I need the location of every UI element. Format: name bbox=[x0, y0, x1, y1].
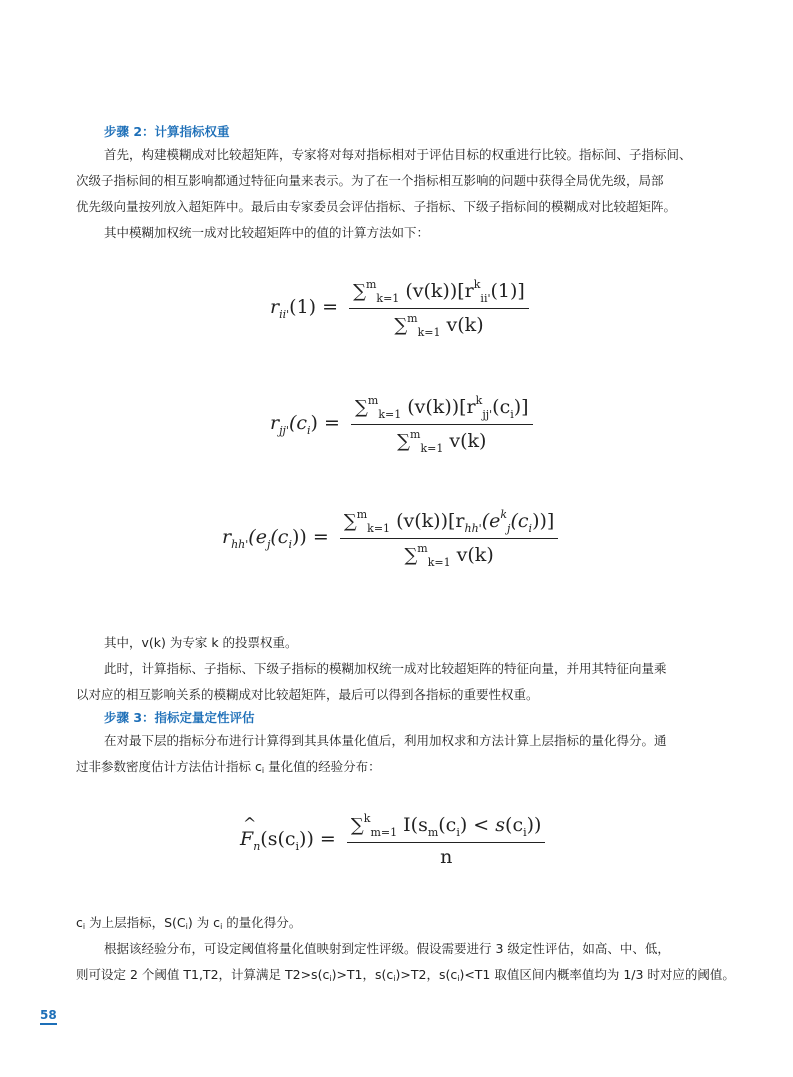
formula-lhs: $r_{hh'}(e_j(c_i))$ = bbox=[222, 526, 329, 551]
text-line: 其中模糊加权统一成对比较超矩阵中的值的计算方法如下： bbox=[104, 225, 430, 240]
formula-denominator: ∑$^m_{k=1}$ v(k) bbox=[394, 312, 484, 339]
formula-lhs: ^ $F_n(s(c_i))$ = bbox=[240, 813, 336, 853]
text-line: $c_i$ 为上层指标，$S(C_i)$ 为 $c_i$ 的量化得分。 bbox=[76, 915, 302, 931]
text-line: 则可设定 2 个阈值 T1,T2，计算满足 $T2>s(c_i)>T1$，$s(c_i)>T2$，$s(c_i)<T1$ 取值区间内概率值均为 1/3 时对应的阈值。 bbox=[76, 967, 735, 983]
step3-paragraph-1 bbox=[76, 728, 716, 780]
formula-fraction bbox=[351, 394, 533, 455]
formula-fraction bbox=[340, 508, 558, 569]
formula-fraction bbox=[347, 812, 546, 868]
text-line: 优先级向量按列放入超矩阵中。最后由专家委员会评估指标、子指标、下级子指标间的模糊成对比较超矩阵。 bbox=[76, 199, 677, 214]
formula-r-jj bbox=[270, 394, 533, 455]
formula-denominator: n bbox=[440, 846, 453, 868]
text-line: 次级子指标间的相互影响都通过特征向量来表示。为了在一个指标相互影响的问题中获得全局优先级，局部 bbox=[76, 173, 664, 188]
text-line: 以对应的相互影响关系的模糊成对比较超矩阵，最后可以得到各指标的重要性权重。 bbox=[76, 687, 539, 702]
formula-r-hh bbox=[222, 508, 558, 569]
formula-r-ii bbox=[270, 278, 529, 339]
step3-heading: 步骤 3：指标定量定性评估 bbox=[104, 710, 255, 725]
step2-heading: 步骤 2：计算指标权重 bbox=[104, 124, 230, 139]
page-number: 58 bbox=[40, 1008, 57, 1025]
formula-numerator: ∑$^m_{k=1}$ $(v(k))[r^k_{ii'}(1)]$ bbox=[349, 278, 529, 309]
formula-empirical-distribution bbox=[240, 812, 545, 868]
text-line: 其中，v(k) 为专家 k 的投票权重。 bbox=[104, 635, 298, 650]
text-line: 过非参数密度估计方法估计指标 $c_i$ 量化值的经验分布： bbox=[76, 759, 381, 775]
formula-numerator: ∑$^m_{k=1}$ $(v(k))[r^k_{jj'}(c_i)]$ bbox=[351, 394, 533, 425]
text-line: 根据该经验分布，可设定阈值将量化值映射到定性评级。假设需要进行 3 级定性评估，如高、中、低， bbox=[104, 941, 670, 956]
formula-fraction bbox=[349, 278, 529, 339]
formula-numerator: ∑$^k_{m=1}$ $I(s_m(c_i) < s(c_i))$ bbox=[347, 812, 546, 843]
formula-denominator: ∑$^m_{k=1}$ v(k) bbox=[404, 542, 494, 569]
text-line: 在对最下层的指标分布进行计算得到其具体量化值后，利用加权求和方法计算上层指标的量化得分。通 bbox=[104, 733, 667, 748]
step2-paragraph-1 bbox=[76, 142, 716, 246]
text-line: 此时，计算指标、子指标、下级子指标的模糊加权统一成对比较超矩阵的特征向量，并用其特征向量乘 bbox=[104, 661, 667, 676]
formula-lhs: $r_{jj'}(c_i)$ = bbox=[270, 412, 340, 437]
step2-paragraph-3 bbox=[76, 630, 716, 708]
step3-paragraph-2 bbox=[76, 910, 735, 988]
formula-numerator: ∑$^m_{k=1}$ $(v(k))[r_{hh'}(e^k_j(c_i))]$ bbox=[340, 508, 558, 539]
formula-lhs: $r_{ii'}(1)$ = bbox=[270, 296, 339, 321]
formula-denominator: ∑$^m_{k=1}$ v(k) bbox=[397, 428, 487, 455]
text-line: 首先，构建模糊成对比较超矩阵，专家将对每对指标相对于评估目标的权重进行比较。指标间、子指标间、 bbox=[104, 147, 692, 162]
